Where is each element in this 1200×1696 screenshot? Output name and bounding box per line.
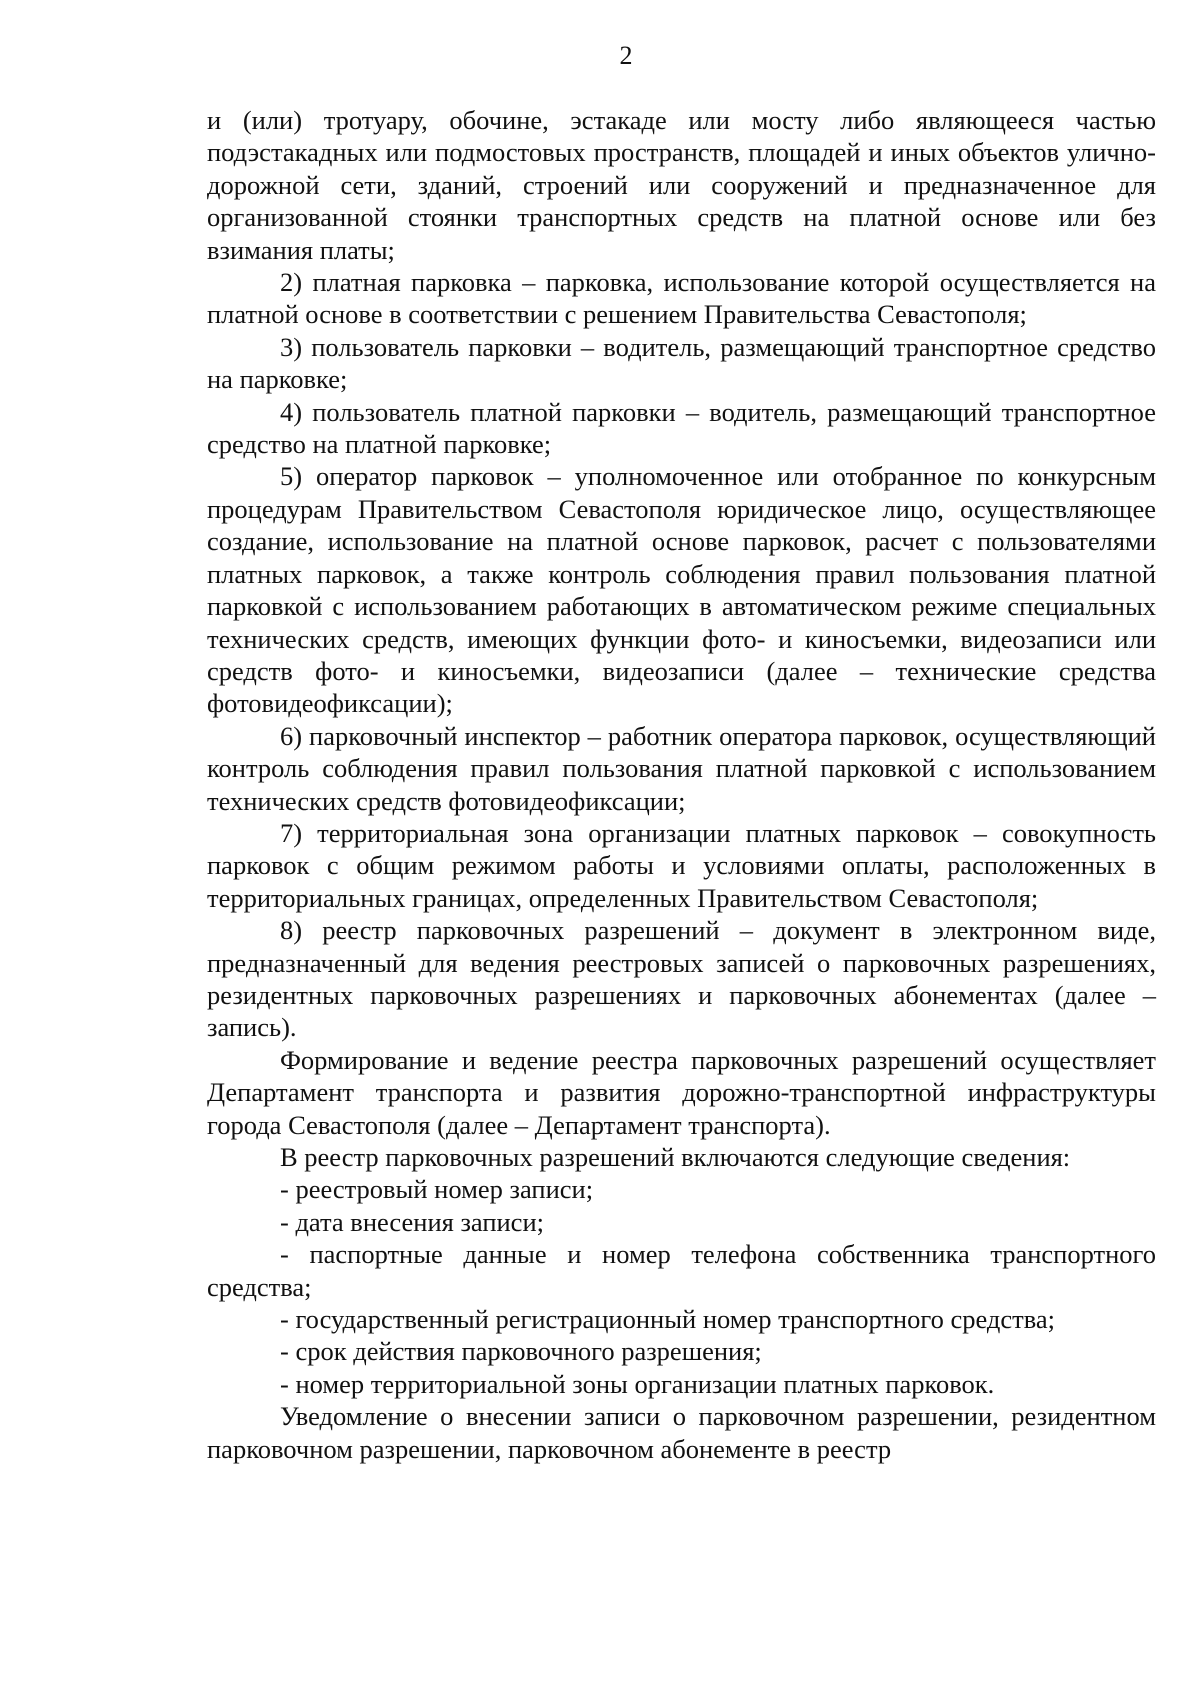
paragraph-registry-contents: В реестр парковочных разрешений включаются следующие сведения:: [280, 1142, 1071, 1172]
list-item-owner-passport: - паспортные данные и номер телефона собственника транспортного средства;: [207, 1239, 1156, 1302]
paragraph-item-8: 8) реестр парковочных разрешений – документ в электронном виде, предназначенный для ведения реестровых записей о парковочных разрешениях, резидентных парковочных разрешениях и парковочных абонементах (далее – запись).: [207, 915, 1156, 1043]
paragraph-item-6: 6) парковочный инспектор – работник оператора парковок, осуществляющий контроль соблюдения правил пользования платной парковкой с использованием технических средств фотовидеофиксации;: [207, 720, 1156, 816]
document-body: [207, 104, 1156, 1465]
paragraph-item-4: 4) пользователь платной парковки – водитель, размещающий транспортное средство на платной парковке;: [207, 396, 1156, 460]
paragraph-item-5: 5) оператор парковок – уполномоченное или отобранное по конкурсным процедурам Правительством Севастополя юридическое лицо, осуществляющее создание, использование на платной основе парковок, расчет с пользователями платных парковок, а также контроль соблюдения правил пользования платной парковкой с использованием работающих в автоматическом режиме специальных технических средств, имеющих функции фото- и киносъемки, видеозаписи или средств фото- и киносъемки, видеозаписи (далее – технические средства фотовидеофиксации);: [207, 461, 1156, 719]
paragraph-item-3: 3) пользователь парковки – водитель, размещающий транспортное средство на парковке;: [207, 331, 1156, 395]
list-item-record-number: - реестровый номер записи;: [280, 1174, 594, 1205]
paragraph-item-7: 7) территориальная зона организации платных парковок – совокупность парковок с общим режимом работы и условиями оплаты, расположенных в территориальных границах, определенных Правительством Севастополя;: [207, 817, 1156, 913]
paragraph-notification: Уведомление о внесении записи о парковочном разрешении, резидентном парковочном разрешении, парковочном абонементе в реестр: [207, 1401, 1156, 1464]
list-item-permit-validity: - срок действия парковочного разрешения;: [280, 1336, 762, 1367]
list-item-record-date: - дата внесения записи;: [280, 1206, 544, 1237]
paragraph-item-2: 2) платная парковка – парковка, использование которой осуществляется на платной основе в соответствии с решением Правительства Севастополя;: [207, 267, 1156, 330]
page-number: 2: [619, 41, 633, 70]
paragraph-continuation: и (или) тротуару, обочине, эстакаде или мосту либо являющееся частью подэстакадных или подмостовых пространств, площадей и иных объектов улично-дорожной сети, зданий, строений или сооружений и предназначенное для организованной стоянки транспортных средств на платной основе или без взимания платы;: [207, 105, 1156, 265]
paragraph-registry-maintenance: Формирование и ведение реестра парковочных разрешений осуществляет Департамент транспорта и развития дорожно-транспортной инфраструктуры города Севастополя (далее – Департамент транспорта).: [207, 1044, 1156, 1140]
list-item-vehicle-plate: - государственный регистрационный номер транспортного средства;: [280, 1304, 1055, 1335]
list-item-zone-number: - номер территориальной зоны организации платных парковок.: [280, 1368, 995, 1399]
